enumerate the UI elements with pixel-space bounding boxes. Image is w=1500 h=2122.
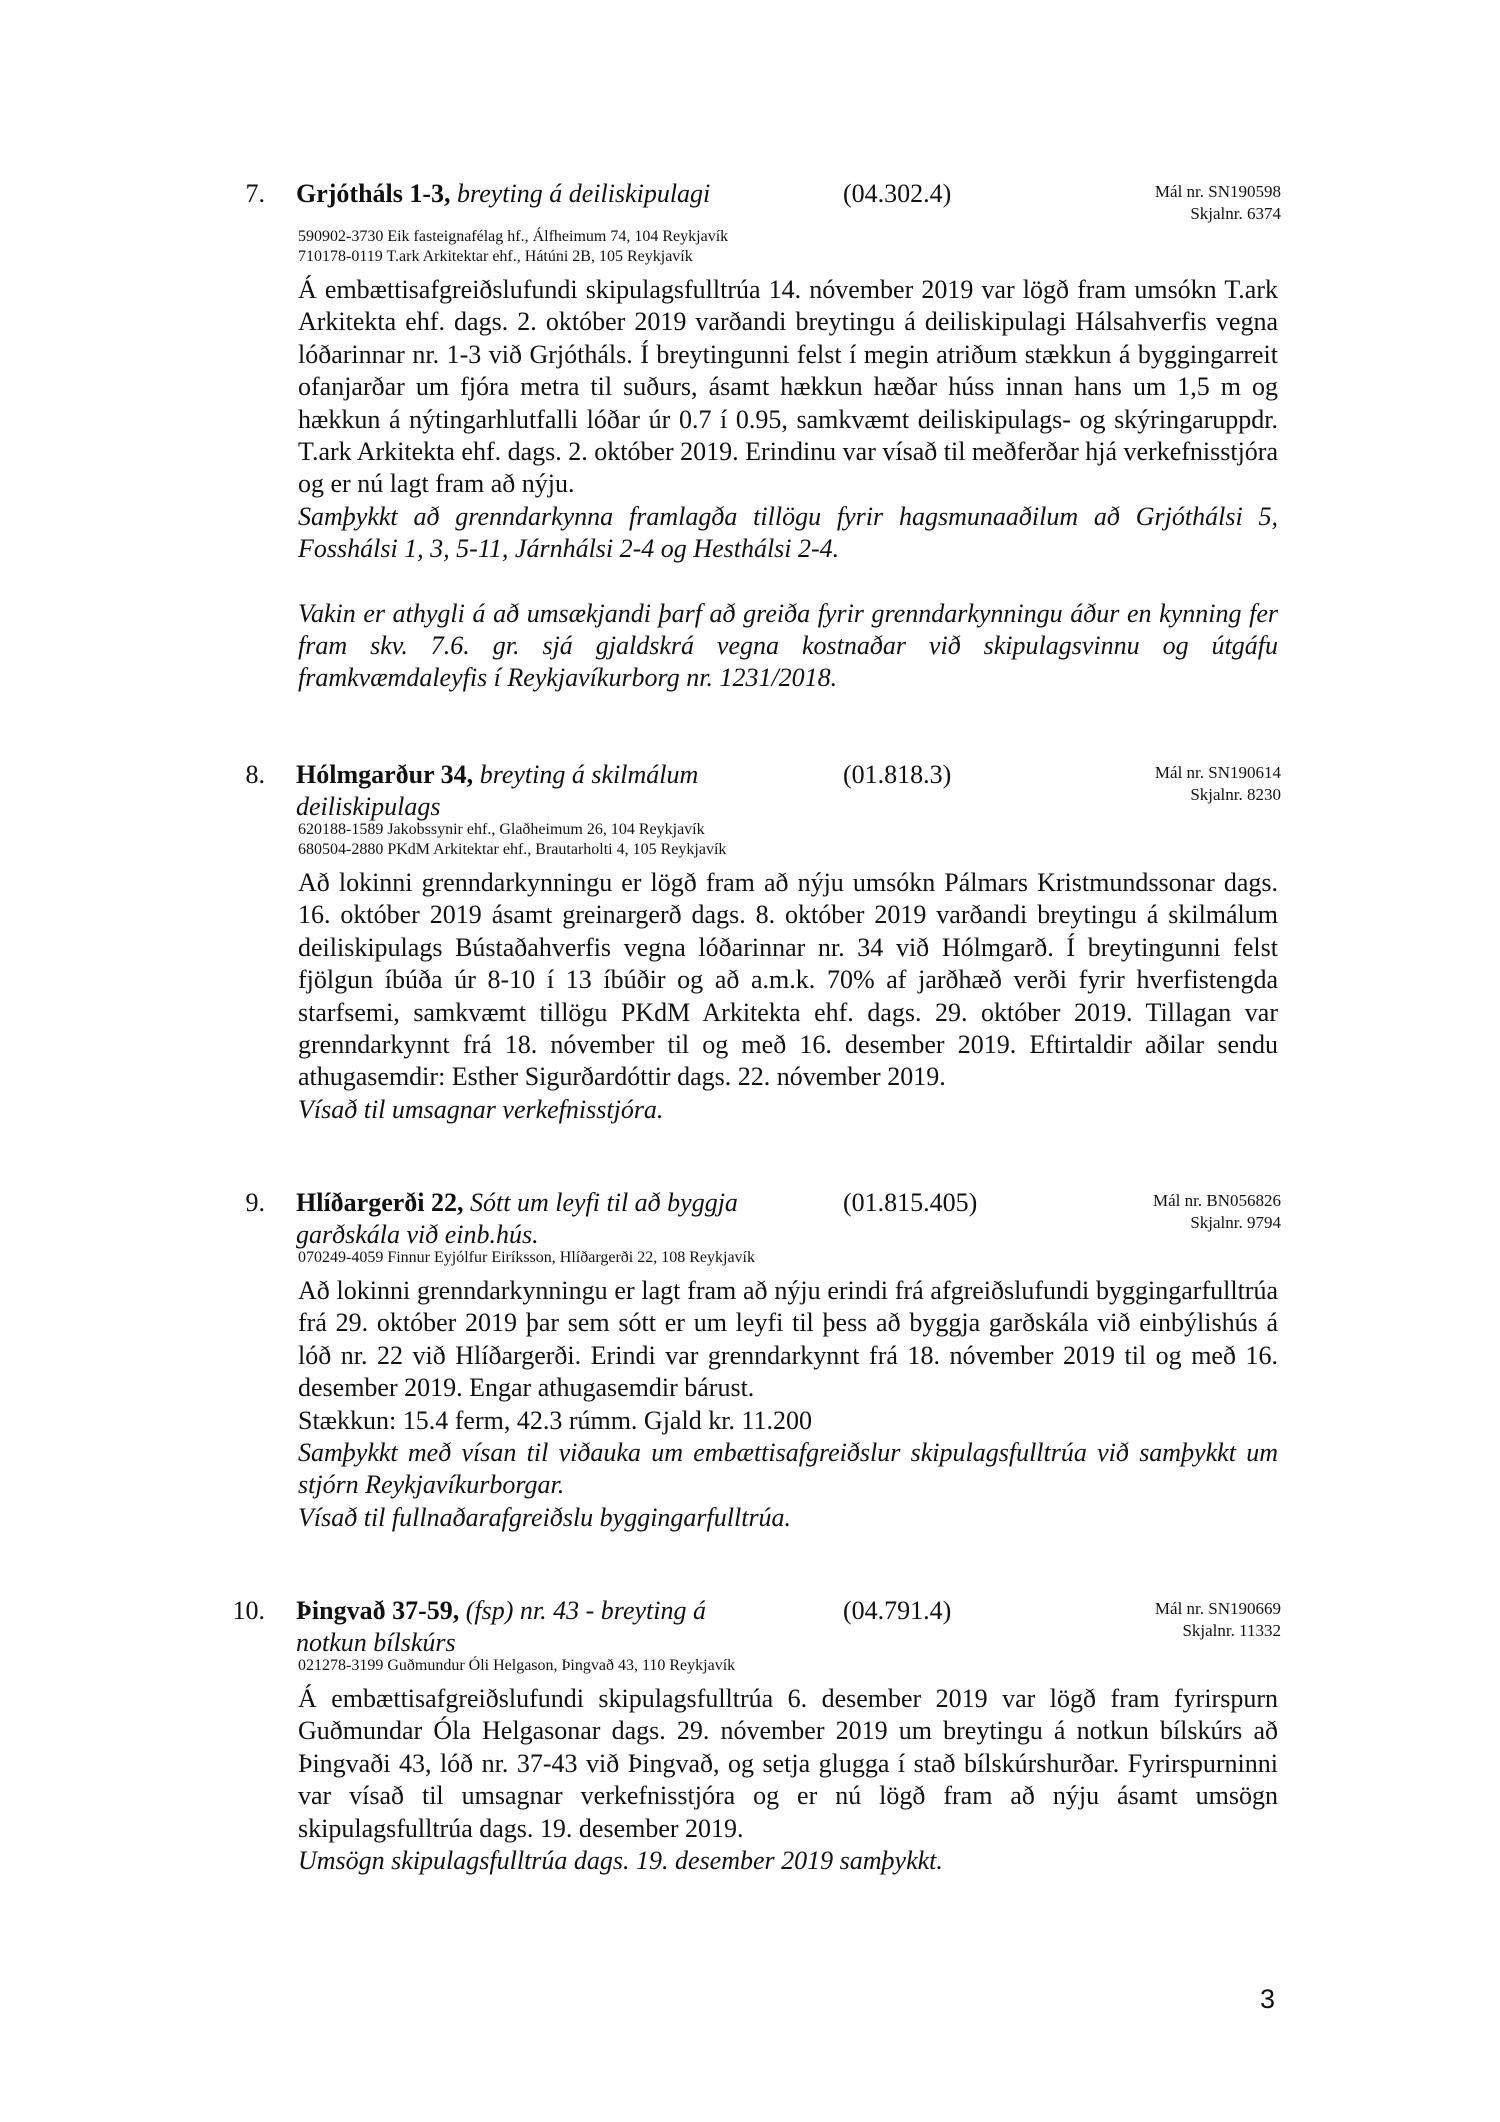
item-parties — [298, 820, 726, 860]
item-meta — [1155, 762, 1281, 806]
item-land-ref: (01.815.405) — [843, 1188, 978, 1217]
item-title-description: Sótt um leyfi til að byggja garðskála við einb.hús. — [296, 1188, 738, 1249]
item-title — [296, 759, 766, 823]
item-number: 9. — [245, 1188, 265, 1217]
party-line: 620188-1589 Jakobssynir ehf., Glaðheimum 26, 104 Reykjavík — [298, 821, 705, 838]
party-line: 680504-2880 PKdM Arkitektar ehf., Brautarholti 4, 105 Reykjavík — [298, 841, 727, 858]
item-meta — [1155, 181, 1281, 225]
item-number: 7. — [245, 179, 265, 208]
item-decision: Vísað til umsagnar verkefnisstjóra. — [298, 1094, 664, 1124]
item-body — [298, 867, 1278, 1126]
item-decision: Samþykkt að grenndarkynna framlagða tillögu fyrir hagsmunaaðilum að Grjóthálsi 5, Fosshálsi 1, 3, 5-11, Járnhálsi 2-4 og Hesthálsi 2-4. — [298, 501, 1278, 564]
party-line: 070249-4059 Finnur Eyjólfur Eiríksson, Hlíðargerði 22, 108 Reykjavík — [298, 1249, 755, 1266]
case-number: Mál nr. SN190598 — [1154, 182, 1281, 201]
party-line: 590902-3730 Eik fasteignafélag hf., Álfheimum 74, 104 Reykjavík — [298, 228, 729, 245]
item-title-address: Grjótháls 1-3, — [296, 179, 451, 208]
item-title — [296, 1187, 766, 1251]
item-number: 10. — [232, 1596, 265, 1625]
document-number: Skjalnr. 11332 — [1182, 1621, 1281, 1640]
item-parties — [298, 1656, 735, 1676]
item-land-ref: (04.791.4) — [843, 1596, 952, 1625]
page-number: 3 — [1260, 1984, 1276, 2014]
item-title-description: breyting á deiliskipulagi — [457, 179, 711, 208]
item-body — [298, 274, 1278, 695]
case-number: Mál nr. SN190669 — [1154, 1599, 1281, 1618]
item-title-address: Hlíðargerði 22, — [296, 1188, 464, 1217]
item-parties — [298, 1248, 755, 1268]
item-parties — [298, 227, 728, 267]
item-decision-2: Vísað til fullnaðarafgreiðslu byggingarfulltrúa. — [298, 1502, 792, 1532]
document-number: Skjalnr. 6374 — [1190, 204, 1281, 223]
item-title-description: breyting á skilmálum deiliskipulags — [296, 760, 699, 821]
item-title — [296, 1595, 766, 1659]
document-number: Skjalnr. 8230 — [1190, 785, 1281, 804]
item-number: 8. — [245, 760, 265, 789]
item-extra: Stækkun: 15.4 ferm, 42.3 rúmm. Gjald kr. 11.200 — [298, 1405, 812, 1435]
item-text: Að lokinni grenndarkynningu er lögð fram að nýju umsókn Pálmars Kristmundssonar dags. 16. október 2019 ásamt greinargerð dags. 8. október 2019 varðandi breytingu á skilmálum deiliskipulags Bústaðahverfis vegna lóðarinnar nr. 34 við Hólmgarð. Í breytingunni felst fjölgun íbúða úr 8-10 í 13 íbúðir og að a.m.k. 70% af jarðhæð verði fyrir hverfistengda starfsemi, samkvæmt tillögu PKdM Arkitekta ehf. dags. 29. október 2019. Tillagan var grenndarkynnt frá 18. nóvember til og með 16. desember 2019. Eftirtaldir aðilar sendu athugasemdir: Esther Sigurðardóttir dags. 22. nóvember 2019. — [298, 868, 1278, 1092]
item-text: Á embættisafgreiðslufundi skipulagsfulltrúa 14. nóvember 2019 var lögð fram umsókn T.ark Arkitekta ehf. dags. 2. október 2019 varðandi breytingu á deiliskipulagi Hálsahverfis vegna lóðarinnar nr. 1-3 við Grjótháls. Í breytingunni felst í megin atriðum stækkun á byggingarreit ofanjarðar um fjóra metra til suðurs, ásamt hækkun hæðar húss innan hans um 1,5 m og hækkun á nýtingarhlutfalli lóðar úr 0.7 í 0.95, samkvæmt deiliskipulags- og skýringaruppdr. T.ark Arkitekta ehf. dags. 2. október 2019. Erindinu var vísað til meðferðar hjá verkefnisstjóra og er nú lagt fram að nýju. — [298, 275, 1279, 499]
item-title-address: Þingvað 37-59, — [296, 1596, 460, 1625]
case-number: Mál nr. SN190614 — [1154, 763, 1281, 782]
item-land-ref: (04.302.4) — [843, 179, 952, 208]
item-title-address: Hólmgarður 34, — [296, 760, 474, 789]
item-title — [296, 178, 766, 210]
item-body — [298, 1683, 1278, 1877]
document-number: Skjalnr. 9794 — [1190, 1213, 1281, 1232]
item-text: Á embættisafgreiðslufundi skipulagsfulltrúa 6. desember 2019 var lögð fram fyrirspurn Guðmundar Óla Helgasonar dags. 29. nóvember 2019 um breytingu á notkun bílskúrs að Þingvaði 43, lóð nr. 37-43 við Þingvað, og setja glugga í stað bílskúrshurðar. Fyrirspurninni var vísað til umsagnar verkefnisstjóra og er nú lögð fram að nýju ásamt umsögn skipulagsfulltrúa dags. 19. desember 2019. — [298, 1684, 1278, 1843]
item-meta — [1155, 1598, 1281, 1642]
item-decision: Umsögn skipulagsfulltrúa dags. 19. desember 2019 samþykkt. — [298, 1846, 943, 1876]
item-body — [298, 1275, 1278, 1534]
party-line: 021278-3199 Guðmundur Óli Helgason, Þingvað 43, 110 Reykjavík — [298, 1657, 736, 1674]
item-note: Vakin er athygli á að umsækjandi þarf að greiða fyrir grenndarkynningu áður en kynning fer fram skv. 7.6. gr. sjá gjaldskrá vegna kostnaðar við skipulagsvinnu og útgáfu framkvæmdaleyfis í Reykjavíkurborg nr. 1231/2018. — [298, 598, 1278, 693]
item-title-description: (fsp) nr. 43 - breyting á notkun bílskúrs — [296, 1596, 706, 1657]
item-land-ref: (01.818.3) — [843, 760, 952, 789]
case-number: Mál nr. BN056826 — [1153, 1191, 1281, 1210]
item-meta — [1153, 1190, 1281, 1234]
item-text: Að lokinni grenndarkynningu er lagt fram að nýju erindi frá afgreiðslufundi byggingarfulltrúa frá 29. október 2019 þar sem sótt er um leyfi til þess að byggja garðskála við einbýlishús á lóð nr. 22 við Hlíðargerði. Erindi var grenndarkynnt frá 18. nóvember 2019 til og með 16. desember 2019. Engar athugasemdir bárust. — [298, 1276, 1278, 1403]
party-line: 710178-0119 T.ark Arkitektar ehf., Hátúni 2B, 105 Reykjavík — [298, 248, 693, 265]
item-decision: Samþykkt með vísan til viðauka um embættisafgreiðslur skipulagsfulltrúa við samþykkt um stjórn Reykjavíkurborgar. — [298, 1438, 1278, 1500]
